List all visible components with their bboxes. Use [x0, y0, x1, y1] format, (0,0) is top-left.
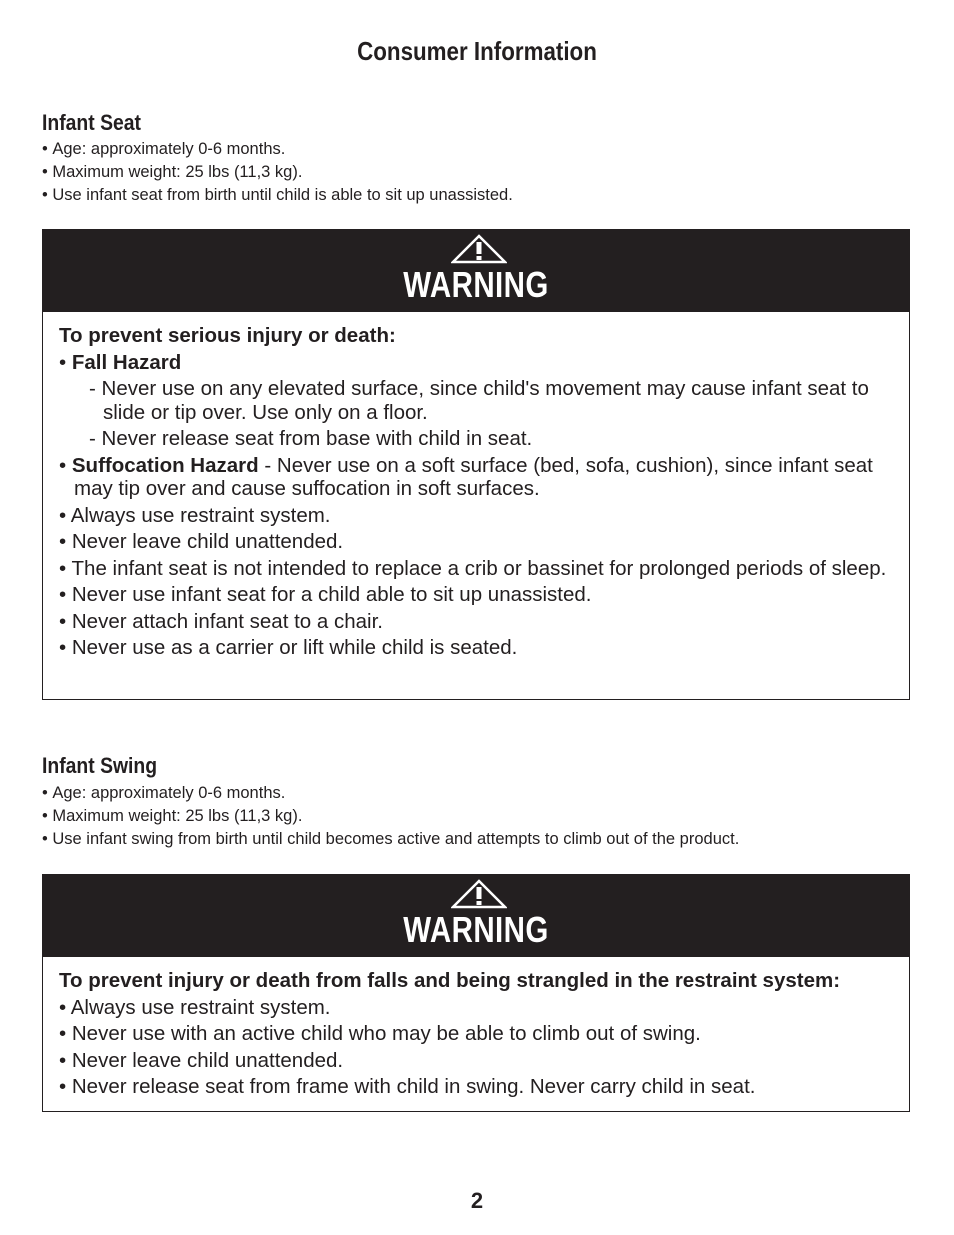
- fall-hazard-sub-text: Never use on any elevated surface, since child's movement may cause infant seat to slide or tip over. Use only on a floor.: [101, 377, 869, 424]
- warning-item: • Never use as a carrier or lift while child is seated.: [59, 636, 518, 659]
- infant-swing-specs: [42, 782, 739, 851]
- warning-item: • Never leave child unattended.: [59, 1048, 344, 1072]
- warning-lead: To prevent serious injury or death:: [59, 324, 396, 347]
- warning-body: [43, 312, 909, 675]
- suffocation-hazard-item: • Suffocation Hazard - Never use on a soft surface (bed, sofa, cushion), since infant seat may tip over and cause suffocation in soft surfaces.: [59, 453, 873, 500]
- page-number: 2: [470, 1188, 484, 1213]
- warning-item: • The infant seat is not intended to replace a crib or bassinet for prolonged periods of sleep.: [59, 556, 887, 580]
- warning-triangle-icon: [451, 879, 507, 909]
- page-title: Consumer Information: [357, 36, 597, 66]
- suffocation-hazard-text: - Never use on a soft surface (bed, sofa, cushion), since infant seat may tip over and cause suffocation in soft surfaces.: [74, 453, 873, 500]
- warning-item: • Always use restraint system.: [59, 503, 331, 527]
- warning-header: [43, 230, 909, 312]
- warning-item: • Never leave child unattended.: [59, 530, 344, 553]
- fall-hazard-item: • Fall Hazard: [59, 350, 182, 374]
- warning-item-text: Always use restraint system.: [70, 995, 331, 1019]
- warning-item: • Never use with an active child who may be able to climb out of swing.: [59, 1022, 701, 1045]
- warning-heading: WARNING: [403, 264, 549, 305]
- fall-hazard-sub: - Never release seat from base with child in seat.: [89, 427, 533, 450]
- list-item: • Maximum weight: 25 lbs (11,3 kg).: [42, 805, 739, 828]
- warning-item-text: Never release seat from frame with child in swing. Never carry child in seat.: [71, 1075, 756, 1098]
- list-item: • Maximum weight: 25 lbs (11,3 kg).: [42, 161, 513, 184]
- warning-item-text: Never attach infant seat to a chair.: [71, 609, 383, 633]
- infant-swing-warning-box: [42, 874, 910, 1112]
- warning-item: • Always use restraint system.: [59, 995, 331, 1019]
- fall-hazard-label: Fall Hazard: [71, 350, 182, 374]
- warning-item: • Never attach infant seat to a chair.: [59, 609, 383, 633]
- warning-item-text: Never leave child unattended.: [71, 530, 344, 553]
- warning-triangle-icon: [451, 234, 507, 264]
- list-item: • Use infant swing from birth until child becomes active and attempts to climb out of the product.: [42, 828, 739, 851]
- warning-item-text: Never use with an active child who may be able to climb out of swing.: [71, 1022, 701, 1045]
- infant-seat-title: Infant Seat: [42, 110, 141, 135]
- fall-hazard-sub-text: Never release seat from base with child in seat.: [101, 427, 533, 450]
- suffocation-hazard-label: Suffocation Hazard: [71, 453, 259, 477]
- warning-item: • Never use infant seat for a child able to sit up unassisted.: [59, 583, 592, 606]
- infant-seat-specs: [42, 138, 513, 207]
- warning-item-text: Never use as a carrier or lift while child is seated.: [71, 636, 518, 659]
- warning-header: [43, 875, 909, 957]
- infant-seat-warning-box: [42, 229, 910, 700]
- list-item: • Use infant seat from birth until child is able to sit up unassisted.: [42, 184, 513, 207]
- warning-heading: WARNING: [403, 909, 549, 950]
- warning-item-text: The infant seat is not intended to replace a crib or bassinet for prolonged periods of sleep.: [71, 556, 887, 580]
- warning-item: • Never release seat from frame with child in swing. Never carry child in seat.: [59, 1075, 756, 1098]
- list-item: • Age: approximately 0-6 months.: [42, 782, 739, 805]
- list-item: • Age: approximately 0-6 months.: [42, 138, 513, 161]
- warning-item-text: Always use restraint system.: [70, 503, 331, 527]
- warning-lead: To prevent injury or death from falls and being strangled in the restraint system:: [59, 969, 841, 992]
- warning-body: [43, 957, 909, 1114]
- warning-item-text: Never use infant seat for a child able to sit up unassisted.: [71, 583, 592, 606]
- infant-swing-title: Infant Swing: [42, 753, 158, 778]
- warning-item-text: Never leave child unattended.: [71, 1048, 344, 1072]
- fall-hazard-sub: - Never use on any elevated surface, since child's movement may cause infant seat to slide or tip over. Use only on a floor.: [89, 377, 869, 424]
